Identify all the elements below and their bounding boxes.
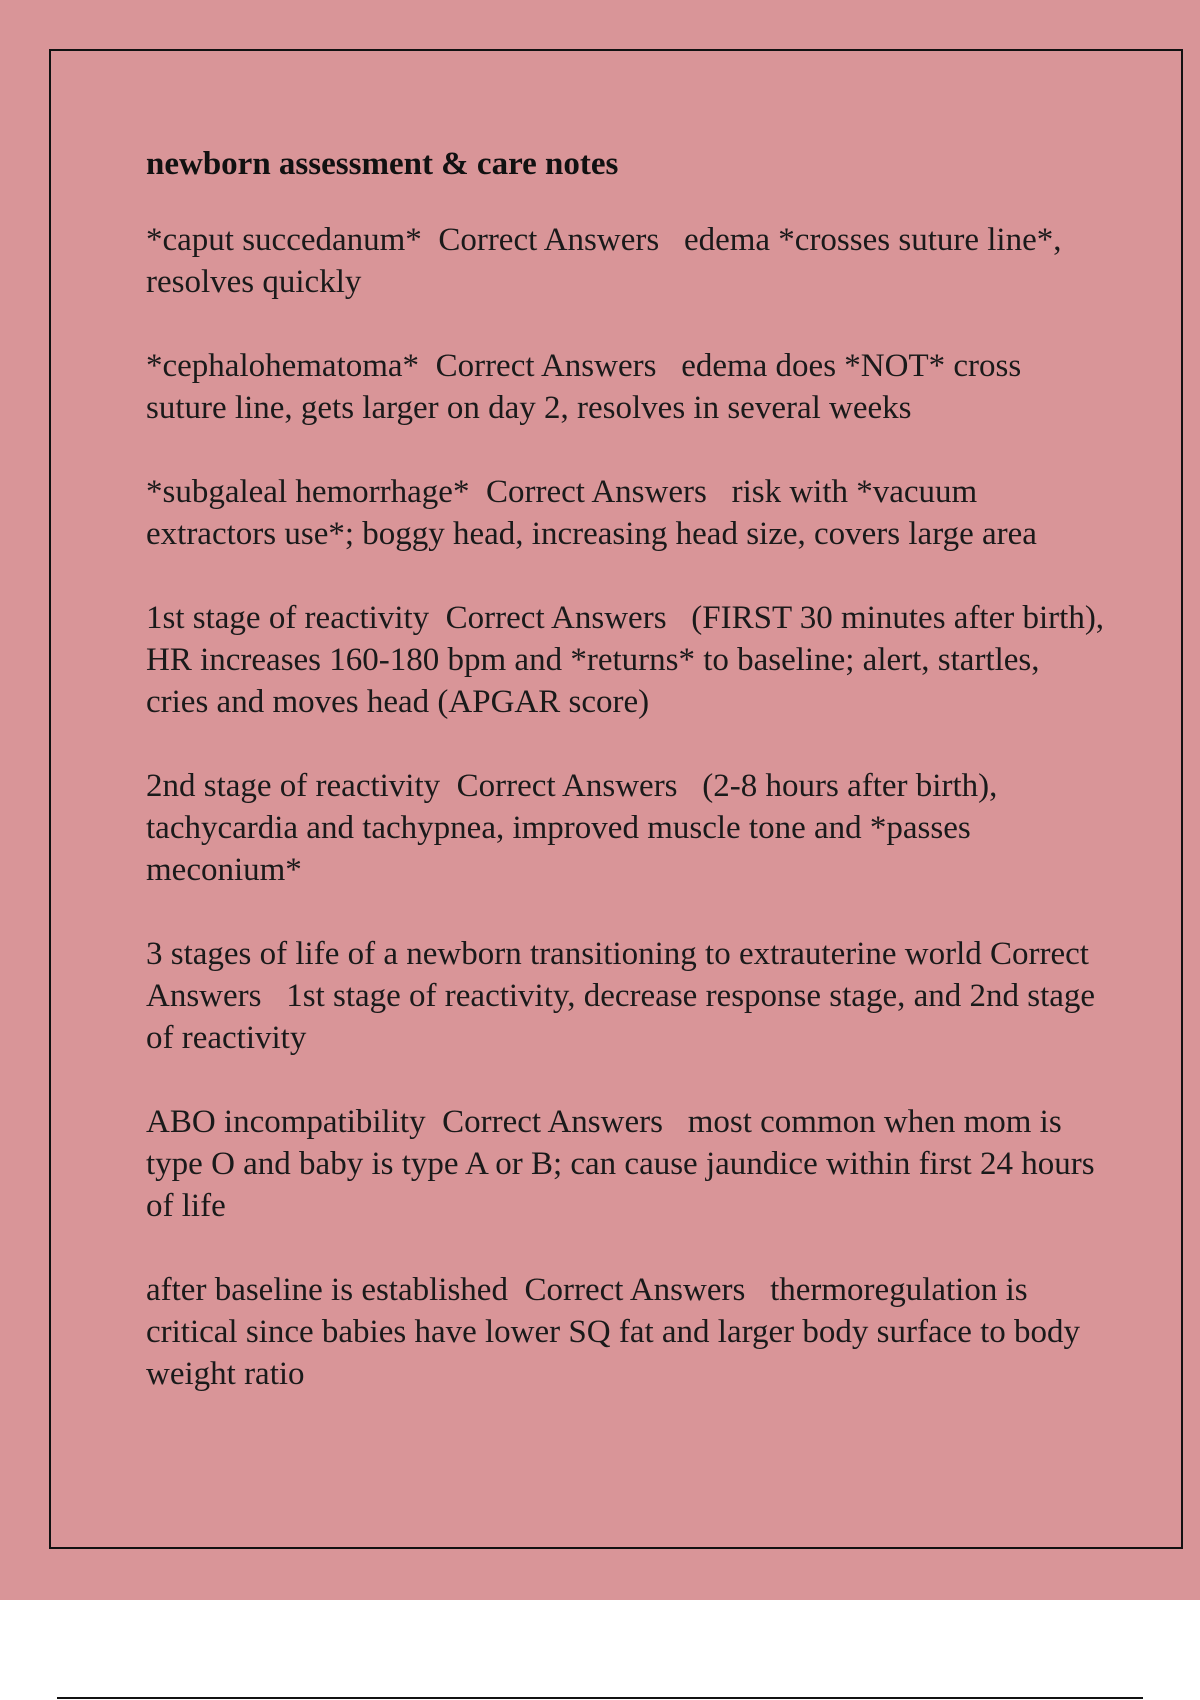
entry-term: ABO incompatibility — [146, 1104, 426, 1140]
entry-answer: (2-8 hours after birth), tachycardia and tachypnea, improved muscle tone and *passes meconium* — [146, 768, 1006, 888]
entry-answer: (FIRST 30 minutes after birth), HR increases 160-180 bpm and *returns* to baseline; alert, startles, cries and moves head (APGAR score) — [146, 600, 1113, 720]
entry-separator: Correct Answers — [146, 936, 1096, 1014]
entry-answer: edema *crosses suture line*, resolves quickly — [146, 222, 1070, 300]
entry-term: after baseline is established — [146, 1272, 508, 1308]
entry-term: *subgaleal hemorrhage* — [146, 474, 470, 510]
entry-separator: Correct Answers — [438, 222, 660, 258]
entry-term: 3 stages of life of a newborn transitioning to extrauterine world — [146, 936, 982, 972]
entry-separator: Correct Answers — [524, 1272, 746, 1308]
entry-separator: Correct Answers — [435, 348, 657, 384]
qa-entry — [146, 1269, 1106, 1395]
qa-entry — [146, 597, 1113, 723]
qa-entry — [146, 933, 1106, 1059]
qa-entry — [146, 1101, 1106, 1227]
entry-answer: 1st stage of reactivity, decrease response stage, and 2nd stage of reactivity — [146, 978, 1104, 1056]
entry-term: 1st stage of reactivity — [146, 600, 430, 636]
entry-separator: Correct Answers — [485, 474, 707, 510]
entry-separator: Correct Answers — [456, 768, 678, 804]
entry-answer: risk with *vacuum extractors use*; boggy head, increasing head size, covers large area — [146, 474, 1037, 552]
entry-answer: most common when mom is type O and baby is type A or B; can cause jaundice within first 24 hours of life — [146, 1104, 1103, 1224]
entry-term: *caput succedanum* — [146, 222, 422, 258]
document-body — [146, 143, 1113, 1437]
qa-entry — [146, 471, 1106, 555]
entry-separator: Correct Answers — [442, 1104, 663, 1140]
entry-answer: edema does *NOT* cross suture line, gets larger on day 2, resolves in several weeks — [146, 348, 1030, 426]
entry-separator: Correct Answers — [445, 600, 667, 636]
entry-term: *cephalohematoma* — [146, 348, 420, 384]
qa-entry — [146, 345, 1106, 429]
entry-answer: thermoregulation is critical since babies have lower SQ fat and larger body surface to body weight ratio — [146, 1272, 1089, 1392]
document-title: newborn assessment & care notes — [146, 146, 619, 182]
entry-term: 2nd stage of reactivity — [146, 768, 441, 804]
qa-entry — [146, 765, 1106, 891]
qa-entry — [146, 219, 1106, 303]
footer-rule — [57, 1697, 1143, 1699]
